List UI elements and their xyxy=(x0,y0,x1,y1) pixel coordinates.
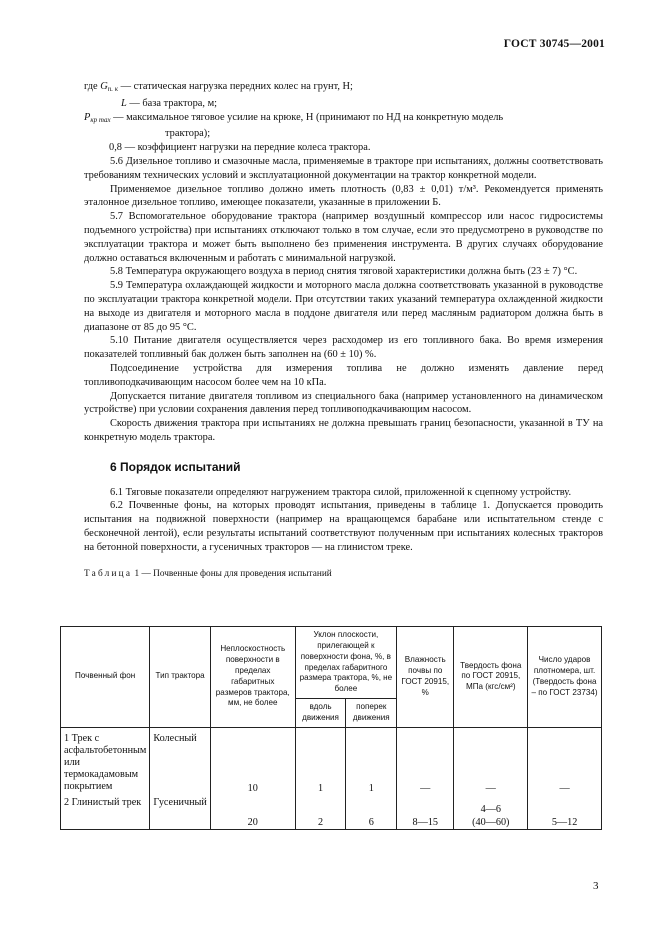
formula-definitions xyxy=(84,80,603,155)
paragraph-5-9: 5.9 Температура охлаждающей жидкости и моторного масла должна соответствовать указанной в руководстве по эксплуатации трактора конкретной модели. При отсутствии таких указаний температура охлажденной жидкости на выходе из двигателя и моторного масла в поддоне двигателя или перед масляным радиатором должна быть в диапазоне от 85 до 95 °С. xyxy=(84,280,603,333)
table-row xyxy=(61,727,602,795)
symbol-p-subscript: кр max xyxy=(90,115,111,124)
definition-max-pull xyxy=(84,111,603,142)
definition-base-text: — база трактора, м; xyxy=(126,97,218,109)
paragraph-special-tank: Допускается питание двигателя топливом из специального бака (например установленного на динамическом устройстве) при условии сохранения давления перед топливоподкачивающим насосом. xyxy=(84,390,603,416)
definition-front-load-text: — статическая нагрузка передних колес на грунт, Н; xyxy=(118,81,353,92)
definition-front-load xyxy=(84,80,603,97)
definition-lead: где xyxy=(84,81,101,92)
cell-soil: 2 Глинистый трек xyxy=(61,795,150,829)
main-content xyxy=(84,80,603,581)
cell-along: 1 xyxy=(295,727,346,795)
cell-hardness xyxy=(454,795,528,829)
cell-type: Гусеничный xyxy=(150,795,211,829)
section-heading: 6 Порядок испытаний xyxy=(110,459,241,474)
symbol-g-subscript: п. к xyxy=(107,85,119,93)
table-row xyxy=(61,795,602,829)
definition-max-pull-continuation: трактора); xyxy=(165,128,211,140)
header-flatness: Неплоскостность поверхности в пределах габаритных размеров трактора, мм, не более xyxy=(210,627,295,728)
cell-moisture: 8—15 xyxy=(397,795,454,829)
soil-background-table xyxy=(60,626,602,830)
paragraph-5-6: 5.6 Дизельное топливо и смазочные масла, применяемые в тракторе при испытаниях, должны соответствовать требованиям технических условий и эксплуатационной документации на трактор конкретной модели. xyxy=(84,155,603,181)
table-caption-word: Таблица xyxy=(84,568,133,579)
cell-across: 6 xyxy=(346,795,397,829)
cell-moisture: — xyxy=(397,727,454,795)
cell-across: 1 xyxy=(346,727,397,795)
header-hardness: Твердость фона по ГОСТ 20915, МПа (кгс/см²) xyxy=(454,627,528,728)
cell-hardness-mpa: 4—6 xyxy=(480,803,501,815)
cell-blows: — xyxy=(528,727,602,795)
header-slope-along: вдоль движения xyxy=(295,699,346,728)
symbol-p: P xyxy=(84,111,91,123)
cell-flatness: 10 xyxy=(210,727,295,795)
header-tractor-type: Тип трактора xyxy=(150,627,211,728)
paragraph-5-7: 5.7 Вспомогательное оборудование трактора (например воздушный компрессор или насос гидросистемы подъемного устройства) при испытаниях отключают только в том случае, если это предусмотрено в руководстве по эксплуатации трактора и может быть выполнено без применения инструмента. В других случаях оборудование должно оставаться включенным и работать с минимальной нагрузкой. xyxy=(84,211,603,264)
symbol-l: L xyxy=(121,97,127,109)
cell-soil: 1 Трек с асфальтобетонным или термокадамовым покрытием xyxy=(61,727,150,795)
paragraph-5-10: 5.10 Питание двигателя осуществляется через расходомер из его топливного бака. Во время измерения показателей топливный бак должен быть заполнен на (60 ± 10) %. xyxy=(84,335,603,361)
document-code: ГОСТ 30745—2001 xyxy=(503,38,605,50)
page-number: 3 xyxy=(593,880,599,892)
cell-along: 2 xyxy=(295,795,346,829)
paragraph-6-2: 6.2 Почвенные фоны, на которых проводят испытания, приведены в таблице 1. Допускается проводить испытания на подвижной поверхности (например на вращающемся барабане или испытательном стенде с бесконечной лентой), если результаты испытаний соответствуют полученным при испытаниях колесных тракторов на бетонной поверхности, а гусеничных тракторов — на глинистом треке. xyxy=(84,500,603,553)
definition-coefficient: 0,8 — коэффициент нагрузки на передние колеса трактора. xyxy=(109,142,371,154)
header-slope-across: поперек движения xyxy=(346,699,397,728)
table-caption xyxy=(84,568,603,582)
paragraph-speed-limit: Скорость движения трактора при испытаниях не должна превышать границ безопасности, указанной в ТУ на конкретную модель трактора. xyxy=(84,418,603,443)
definition-max-pull-text: — максимальное тяговое усилие на крюке, Н (принимают по НД на конкретную модель xyxy=(110,111,504,123)
definition-base xyxy=(84,97,603,111)
cell-hardness xyxy=(454,727,528,795)
symbol-g: G xyxy=(100,81,108,92)
cell-type: Колесный xyxy=(150,727,211,795)
table-caption-text: 1 — Почвенные фоны для проведения испытаний xyxy=(132,568,332,579)
header-soil: Почвенный фон xyxy=(61,627,150,728)
paragraph-5-8: 5.8 Температура окружающего воздуха в период снятия тяговой характеристики должна быть (23 ± 7) °С. xyxy=(110,266,578,278)
paragraph-6-1: 6.1 Тяговые показатели определяют нагружением трактора силой, приложенной к сцепному устройству. xyxy=(110,486,572,498)
paragraph-fuel-connection: Подсоединение устройства для измерения топлива не должно изменять давление перед топливоподкачивающим насосом более чем на 10 кПа. xyxy=(84,362,603,388)
cell-hardness-value: — xyxy=(485,783,496,795)
header-moisture: Влажность почвы по ГОСТ 20915, % xyxy=(397,627,454,728)
paragraph-fuel-density: Применяемое дизельное топливо должно иметь плотность (0,83 ± 0,01) т/м³. Рекомендуется применять эталонное дизельное топливо, имеющее показатели, указанные в приложении Б. xyxy=(84,183,603,209)
header-blows: Число ударов плотномера, шт. (Твердость фона – по ГОСТ 23734) xyxy=(528,627,602,728)
cell-flatness: 20 xyxy=(210,795,295,829)
cell-hardness-kgf: (40—60) xyxy=(472,816,510,828)
header-slope: Уклон плоскости, прилегающей к поверхности фона, %, в пределах габаритного размера трактора, %, не более xyxy=(295,627,396,699)
cell-blows: 5—12 xyxy=(528,795,602,829)
